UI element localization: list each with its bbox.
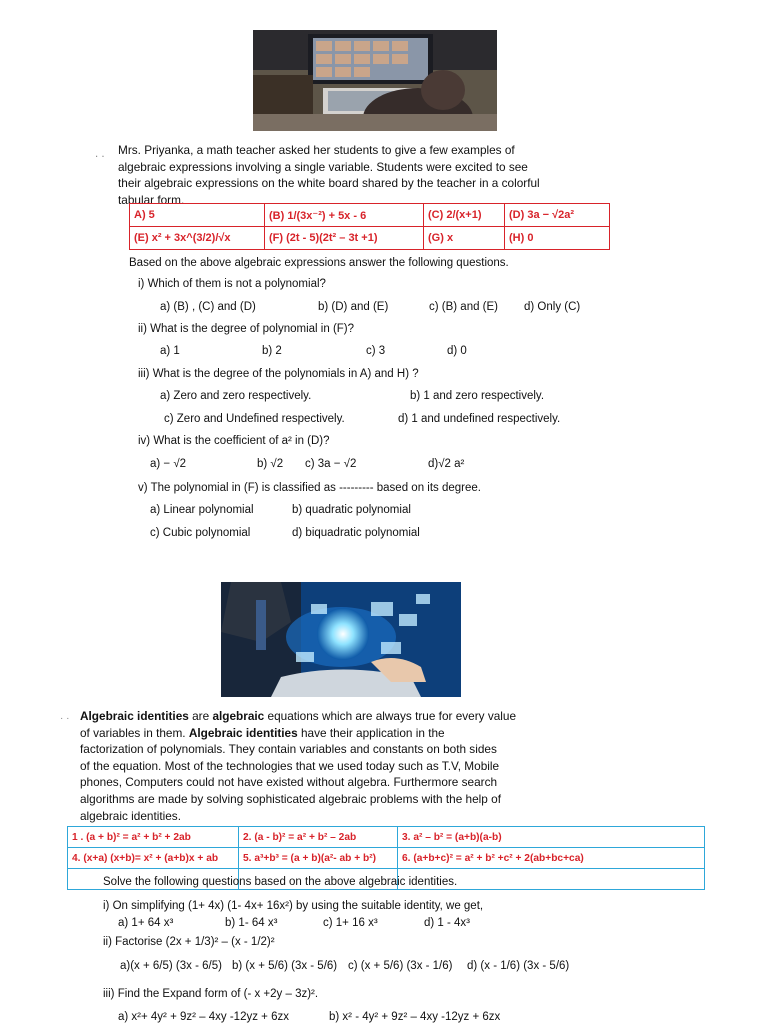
table-cell: (F) (2t - 5)(2t² – 3t +1) [265,227,424,250]
question-1: i) Which of them is not a polynomial? [138,278,326,290]
technology-photo [221,582,461,697]
table-row [130,227,610,250]
option: a) − √2 [150,458,187,470]
table-cell: (H) 0 [505,227,610,250]
section1-lead: Based on the above algebraic expressions answer the following questions. [129,257,509,269]
option: a)(x + 6/5) (3x - 6/5) [120,960,222,972]
paragraph-line: algorithms are made by solving sophisticated algebraic problems with the help of [80,791,501,806]
question-4: iv) What is the coefficient of a² in (D)? [138,435,330,447]
bullet-dots: . . [95,148,105,160]
table-cell: 2. (a - b)² = a² + b² – 2ab [239,827,398,848]
bullet-dots: · · [60,713,70,724]
paragraph-line: algebraic identities. [80,808,181,823]
bold-term: Algebraic identities [80,709,189,723]
table-cell: 5. a³+b³ = (a + b)(a²- ab + b²) [239,848,398,869]
paragraph-line [80,725,600,742]
table-cell: 6. (a+b+c)² = a² + b² +c² + 2(ab+bc+ca) [398,848,705,869]
option: d) Only (C) [524,301,581,313]
table-cell: (C) 2/(x+1) [424,204,505,227]
table-row [68,848,705,869]
question-5: v) The polynomial in (F) is classified as --------- based on its degree. [138,482,481,494]
intro-line: their algebraic expressions on the white board shared by the teacher in a colorful [118,176,540,191]
intro-line: tabular form. [118,192,185,207]
question-7: ii) Factorise (2x + 1/3)² – (x - 1/2)² [103,936,275,948]
paragraph-line: phones, Computers could not have existed without algebra. Furthermore search [80,775,498,790]
option: d)√2 a² [428,458,465,470]
bold-term: algebraic [212,709,265,723]
option: b) √2 [257,458,284,470]
option: c) 1+ 16 x³ [323,917,378,929]
option: c) (B) and (E) [429,301,499,313]
option: a) Zero and zero respectively. [160,390,312,402]
option: b) (x + 5/6) (3x - 5/6) [232,960,338,972]
option: a) Linear polynomial [150,504,254,516]
section2-lead: Solve the following questions based on the above algebraic identities. [103,876,458,888]
option: b) 2 [262,345,282,357]
option: c) (x + 5/6) (3x - 1/6) [348,960,453,972]
option: b) x² - 4y² + 9z² – 4xy -12yz + 6zx [329,1011,501,1023]
text-span: have their application in the [297,725,445,740]
option: b) (D) and (E) [318,301,389,313]
question-8: iii) Find the Expand form of (- x +2y – 3z)². [103,988,319,1000]
classroom-photo [253,30,497,131]
table-cell: (E) x² + 3x^(3/2)/√x [130,227,265,250]
option: a) x²+ 4y² + 9z² – 4xy -12yz + 6zx [118,1011,289,1023]
intro-line: Mrs. Priyanka, a math teacher asked her students to give a few examples of [118,143,515,157]
paragraph-line: factorization of polynomials. They contain variables and constants on both sides [80,742,497,757]
option: c) Cubic polynomial [150,527,251,539]
option: d) 0 [447,345,467,357]
question-3: iii) What is the degree of the polynomials in A) and H) ? [138,368,419,380]
option: a) 1 [160,345,180,357]
text-span: equations which are always true for every value [264,709,517,723]
bold-term: Algebraic identities [188,725,298,740]
table-cell: 1 . (a + b)² = a² + b² + 2ab [68,827,239,848]
option: c) 3a − √2 [305,458,357,470]
option: d) 1 and undefined respectively. [398,413,561,425]
option: d) (x - 1/6) (3x - 5/6) [467,960,570,972]
question-2: ii) What is the degree of polynomial in (F)? [138,323,355,335]
option: c) Zero and Undefined respectively. [164,413,345,425]
table-cell: (G) x [424,227,505,250]
table-cell: (D) 3a − √2a² [505,204,610,227]
table-cell: 4. (x+a) (x+b)= x² + (a+b)x + ab [68,848,239,869]
expressions-table [129,203,610,250]
table-cell: 3. a² – b² = (a+b)(a-b) [398,827,705,848]
intro-paragraph [118,142,638,208]
question-6: i) On simplifying (1+ 4x) (1- 4x+ 16x²) by using the suitable identity, we get, [103,900,484,912]
option: b) quadratic polynomial [292,504,411,516]
option: d) biquadratic polynomial [292,527,420,539]
table-cell: A) 5 [130,204,265,227]
text-span: are [188,709,213,723]
option: b) 1 and zero respectively. [410,390,545,402]
option: a) (B) , (C) and (D) [160,301,256,313]
text-span: of variables in them. [80,725,189,740]
table-cell: (B) 1/(3x⁻²) + 5x - 6 [265,204,424,227]
option: d) 1 - 4x³ [424,917,471,929]
option: a) 1+ 64 x³ [118,917,174,929]
intro-line: algebraic expressions involving a single variable. Students were excited to see [118,159,528,174]
table-row [130,204,610,227]
paragraph-line: of the equation. Most of the technologies that we used today such as T.V, Mobile [80,758,500,773]
option: b) 1- 64 x³ [225,917,278,929]
identities-paragraph [80,708,600,824]
paragraph-line [80,708,600,725]
option: c) 3 [366,345,386,357]
table-row [68,827,705,848]
